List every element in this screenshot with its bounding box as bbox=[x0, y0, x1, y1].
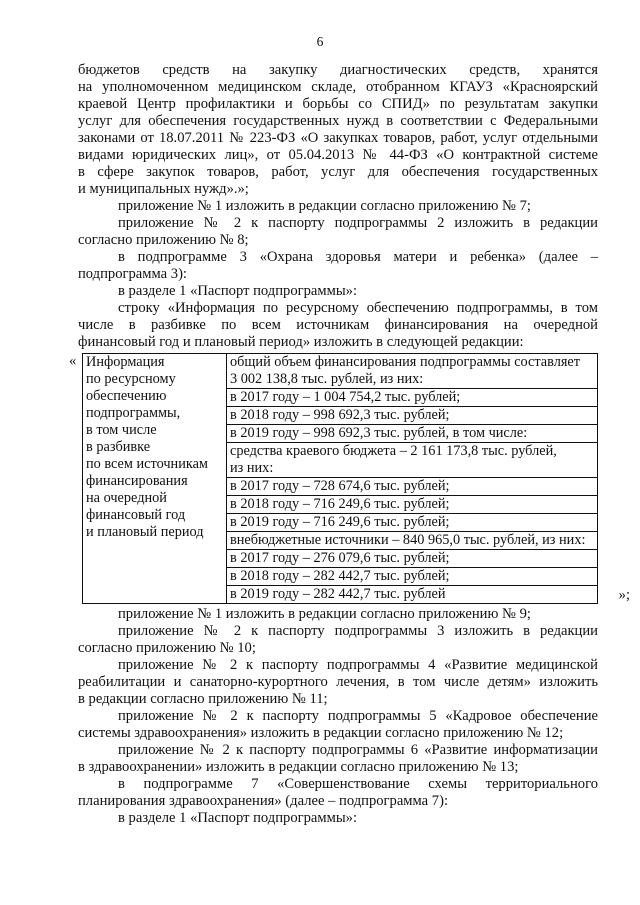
value-cell bbox=[227, 514, 598, 532]
label-line: Информация bbox=[86, 354, 165, 370]
paragraph-line: планирования здравоохранения» (далее – подпрограмма 7): bbox=[78, 793, 449, 809]
after-table-paragraph bbox=[78, 606, 598, 623]
after-table-paragraph bbox=[78, 742, 598, 776]
paragraph-line: в разделе 1 «Паспорт подпрограммы»: bbox=[118, 283, 358, 299]
value-line: общий объем финансирования подпрограммы составляет bbox=[230, 354, 581, 370]
paragraph-line: приложение № 2 к паспорту подпрограммы 5 «Кадровое обеспечение bbox=[118, 708, 598, 724]
value-line: в 2018 году – 716 249,6 тыс. рублей; bbox=[230, 496, 450, 512]
intro-line: бюджетов средств на закупку диагностических средств, хранятся bbox=[78, 62, 598, 78]
before-table-paragraph bbox=[78, 300, 598, 351]
after-table-paragraph bbox=[78, 776, 598, 810]
table-row bbox=[83, 354, 598, 389]
after-table-paragraph bbox=[78, 810, 598, 827]
paragraph-line: в подпрограмме 7 «Совершенствование схемы территориального bbox=[118, 776, 598, 792]
value-line: в 2017 году – 728 674,6 тыс. рублей; bbox=[230, 478, 450, 494]
value-line: 3 002 138,8 тыс. рублей, из них: bbox=[230, 371, 424, 387]
paragraph-line: приложение № 2 к паспорту подпрограммы 3 изложить в редакции bbox=[118, 623, 598, 639]
paragraph-line: в здравоохранении» изложить в редакции согласно приложению № 13; bbox=[78, 759, 519, 775]
value-line: в 2018 году – 282 442,7 тыс. рублей; bbox=[230, 568, 450, 584]
value-cell bbox=[227, 389, 598, 407]
intro-line: услуг для обеспечения государственных нужд в соответствии с Федеральными bbox=[78, 113, 598, 129]
value-cell bbox=[227, 407, 598, 425]
value-line: из них: bbox=[230, 460, 274, 476]
value-line: в 2019 году – 716 249,6 тыс. рублей; bbox=[230, 514, 450, 530]
paragraph-line: приложение № 1 изложить в редакции согласно приложению № 9; bbox=[118, 606, 531, 622]
intro-line: законами от 18.07.2011 № 223-ФЗ «О закупках товаров, работ, услуг отдельными bbox=[78, 130, 598, 146]
label-line: финансирования bbox=[86, 473, 188, 489]
after-table-paragraph bbox=[78, 708, 598, 742]
before-table-paragraph bbox=[78, 198, 598, 215]
value-cell bbox=[227, 550, 598, 568]
value-cell bbox=[227, 478, 598, 496]
paragraphs-after-table bbox=[78, 606, 598, 827]
financing-table-block bbox=[69, 353, 630, 604]
paragraph-line: в редакции согласно приложению № 11; bbox=[78, 691, 328, 707]
value-cell bbox=[227, 568, 598, 586]
label-line: финансовый год bbox=[86, 507, 186, 523]
value-cell bbox=[227, 354, 598, 389]
intro-line: краевой Центр профилактики и борьбы со СПИД» по результатам закупки bbox=[78, 96, 598, 112]
value-line: в 2017 году – 276 079,6 тыс. рублей; bbox=[230, 550, 450, 566]
table-close-quote: »; bbox=[618, 587, 630, 603]
value-line: внебюджетные источники – 840 965,0 тыс. рублей, из них: bbox=[230, 532, 586, 548]
before-table-paragraph bbox=[78, 249, 598, 283]
paragraph-line: приложение № 2 к паспорту подпрограммы 2 изложить в редакции bbox=[118, 215, 598, 231]
label-line: и плановый период bbox=[86, 524, 204, 540]
paragraph-line: приложение № 2 к паспорту подпрограммы 6 «Развитие информатизации bbox=[118, 742, 598, 758]
label-line: по всем источникам bbox=[86, 456, 208, 472]
paragraph-line: приложение № 1 изложить в редакции согласно приложению № 7; bbox=[118, 198, 531, 214]
value-line: в 2018 году – 998 692,3 тыс. рублей; bbox=[230, 407, 450, 423]
value-cell bbox=[227, 532, 598, 550]
value-cell bbox=[227, 496, 598, 514]
before-table-paragraph bbox=[78, 215, 598, 249]
paragraph-line: подпрограмма 3): bbox=[78, 266, 187, 282]
intro-paragraph bbox=[78, 62, 598, 198]
paragraph-line: финансовый год и плановый период» изложить в следующей редакции: bbox=[78, 334, 524, 350]
paragraph-line: строку «Информация по ресурсному обеспечению подпрограммы, в том bbox=[118, 300, 598, 316]
label-line: в том числе bbox=[86, 422, 157, 438]
after-table-paragraph bbox=[78, 623, 598, 657]
paragraph-line: в разделе 1 «Паспорт подпрограммы»: bbox=[118, 810, 358, 826]
paragraph-line: согласно приложению № 10; bbox=[78, 640, 256, 656]
value-line: в 2019 году – 282 442,7 тыс. рублей bbox=[230, 586, 446, 602]
value-cell bbox=[227, 425, 598, 443]
intro-line: в сфере закупок товаров, работ, услуг для обеспечения государственных bbox=[78, 164, 598, 180]
paragraph-line: числе в разбивке по всем источникам финансирования на очередной bbox=[78, 317, 598, 333]
value-cell bbox=[227, 443, 598, 478]
intro-line: видами юридических лиц», от 05.04.2013 № 44-ФЗ «О контрактной системе bbox=[78, 147, 598, 163]
intro-line: на уполномоченном медицинском складе, отобранном КГАУЗ «Красноярский bbox=[78, 79, 598, 95]
label-line: по ресурсному bbox=[86, 371, 176, 387]
value-line: средства краевого бюджета – 2 161 173,8 тыс. рублей, bbox=[230, 443, 557, 459]
value-cell bbox=[227, 586, 598, 604]
paragraph-line: приложение № 2 к паспорту подпрограммы 4 «Развитие медицинской bbox=[118, 657, 598, 673]
label-line: в разбивке bbox=[86, 439, 151, 455]
paragraph-line: в подпрограмме 3 «Охрана здоровья матери и ребенка» (далее – bbox=[118, 249, 598, 265]
value-line: в 2019 году – 998 692,3 тыс. рублей, в том числе: bbox=[230, 425, 528, 441]
paragraph-line: реабилитации и санаторно-курортного лечения, в том числе детям» изложить bbox=[78, 674, 598, 690]
paragraph-line: согласно приложению № 8; bbox=[78, 232, 249, 248]
financing-table bbox=[82, 353, 598, 604]
after-table-paragraph bbox=[78, 657, 598, 708]
before-table-paragraph bbox=[78, 283, 598, 300]
label-line: обеспечению bbox=[86, 388, 167, 404]
intro-line: и муниципальных нужд».»; bbox=[78, 181, 249, 197]
paragraph-line: системы здравоохранения» изложить в редакции согласно приложению № 12; bbox=[78, 725, 564, 741]
page-number: 6 bbox=[316, 34, 324, 49]
document-body bbox=[69, 62, 630, 827]
value-line: в 2017 году – 1 004 754,2 тыс. рублей; bbox=[230, 389, 461, 405]
label-line: подпрограммы, bbox=[86, 405, 181, 421]
table-open-quote: « bbox=[69, 353, 77, 369]
paragraphs-before-table bbox=[78, 198, 598, 351]
label-line: на очередной bbox=[86, 490, 167, 506]
label-cell bbox=[83, 354, 227, 604]
